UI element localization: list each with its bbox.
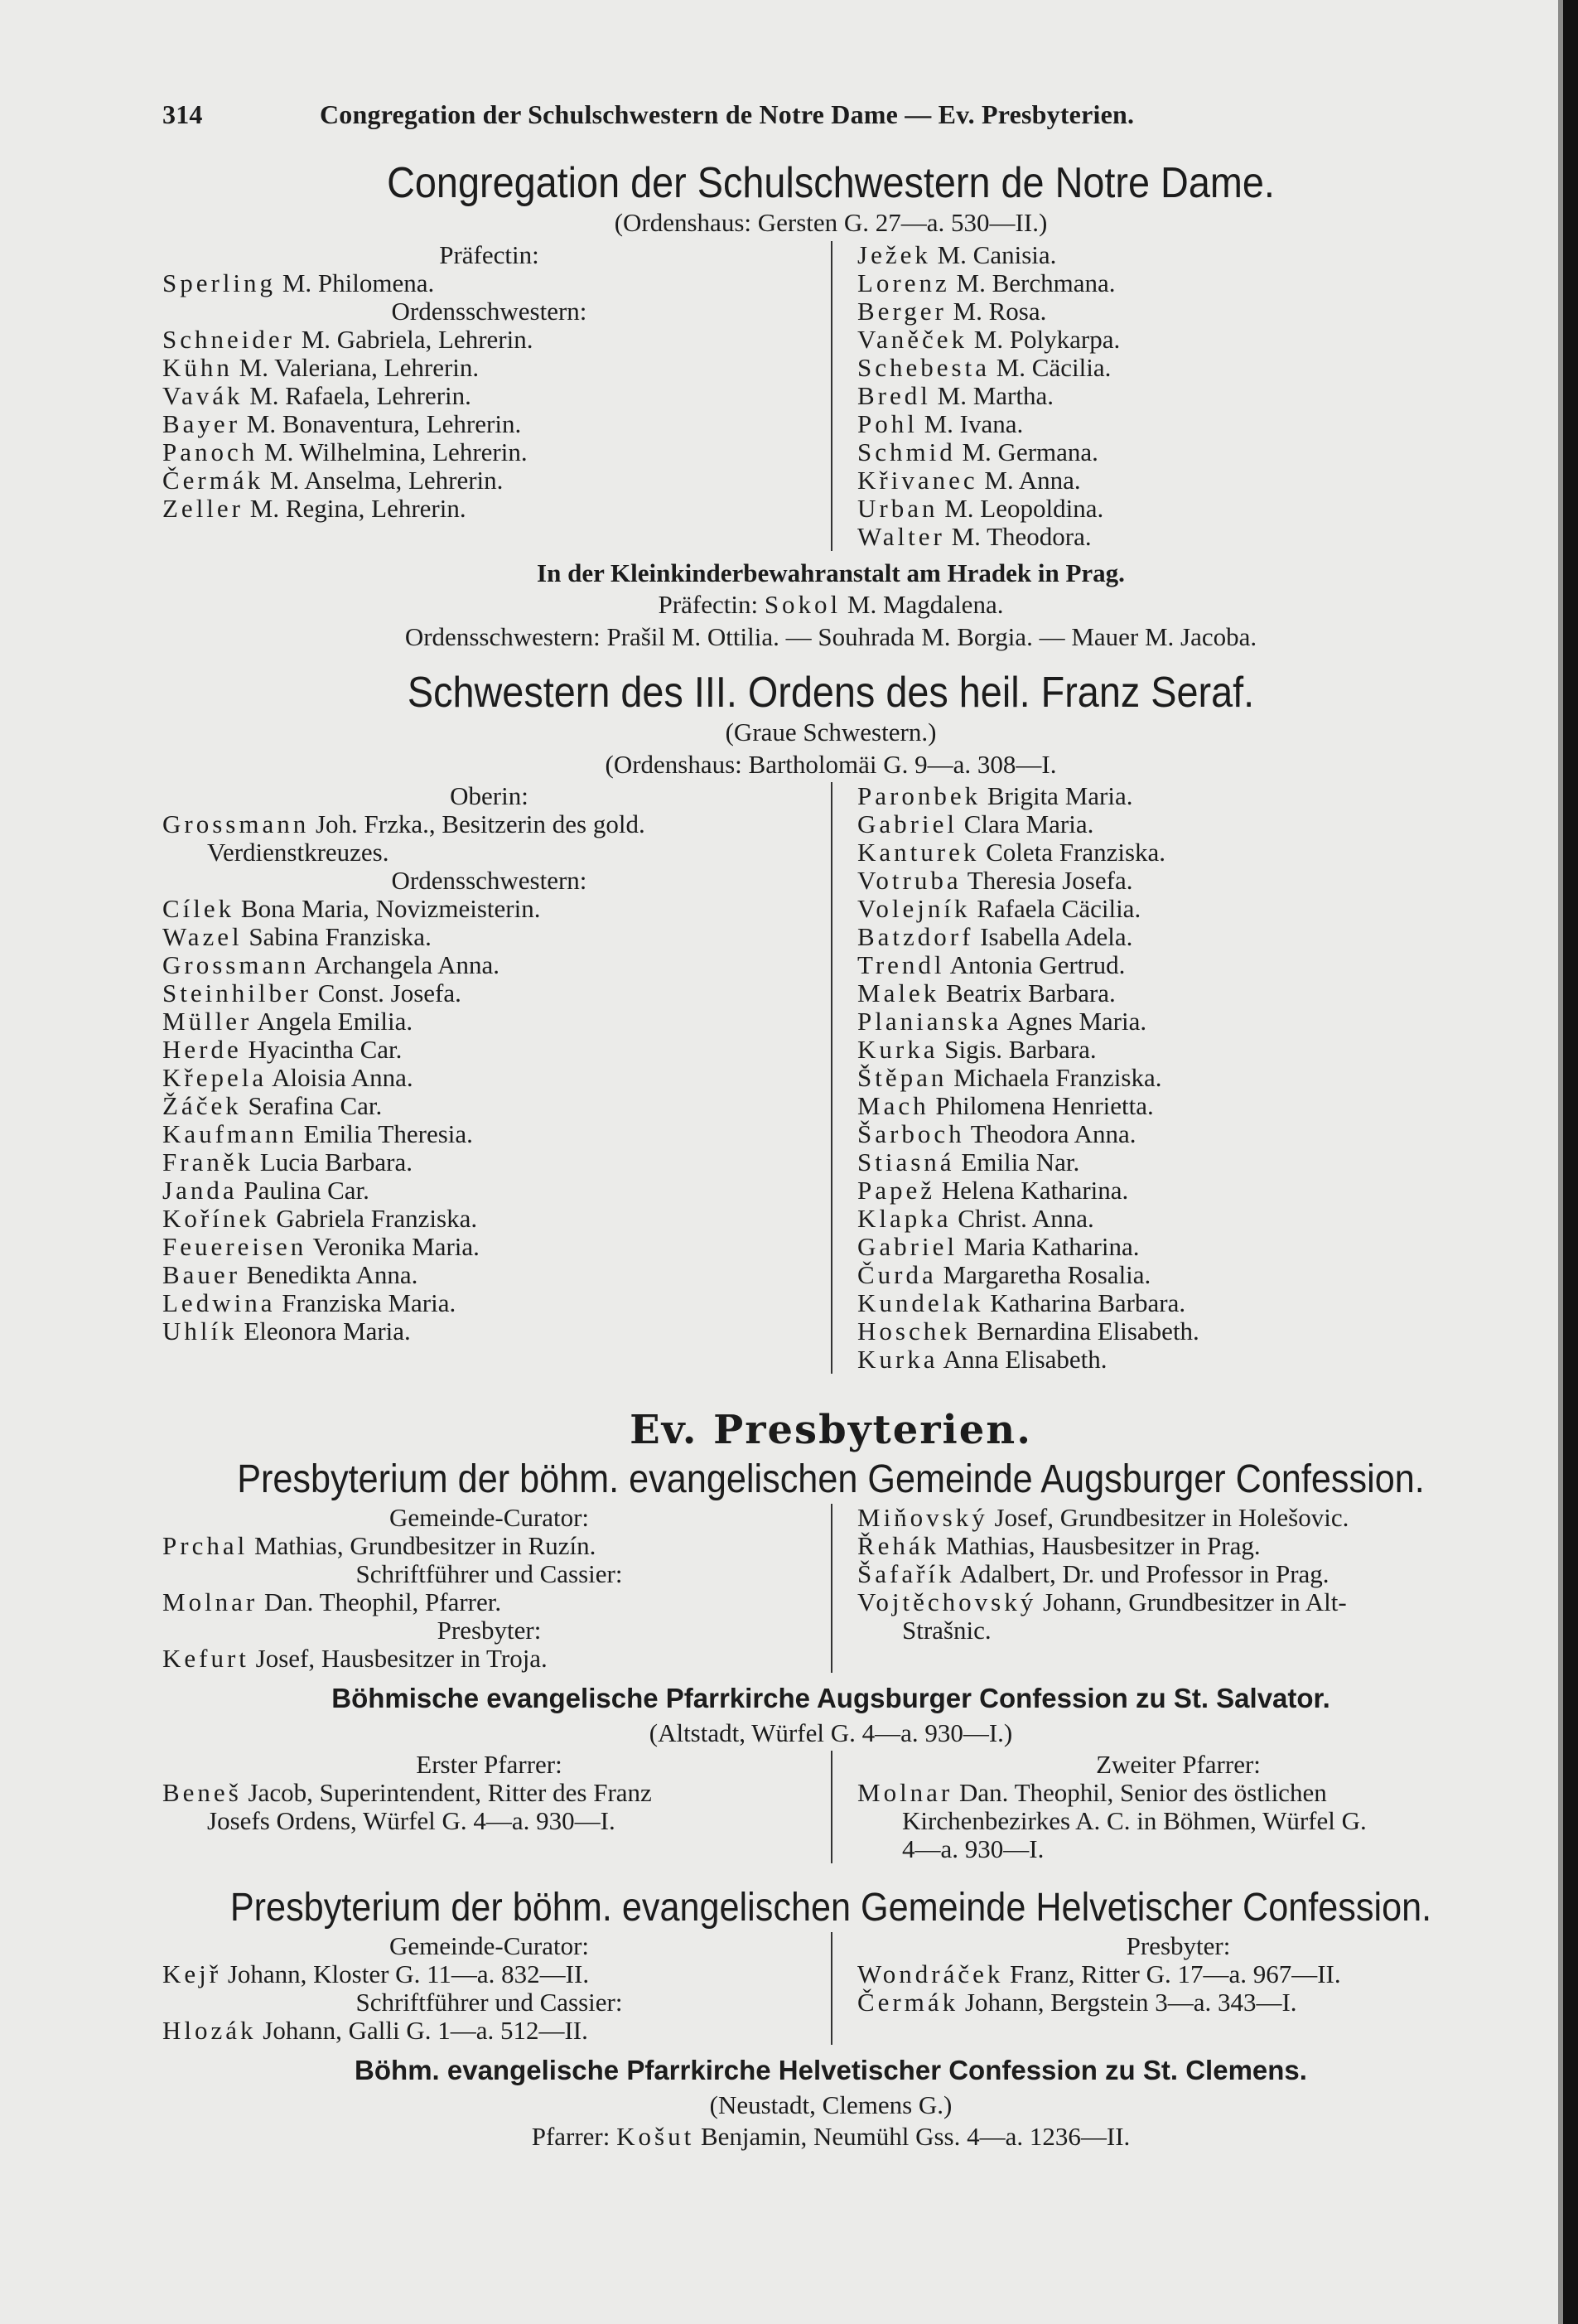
kindergarten-praefectin — [162, 589, 1499, 621]
member-name: Gabriel — [857, 1232, 958, 1261]
member-name: Papež — [857, 1176, 936, 1205]
list-entry — [162, 1532, 816, 1560]
member-detail: Dan. Theophil, Senior des östlichen — [953, 1778, 1327, 1808]
list-entry — [857, 1007, 1499, 1036]
scan-edge — [1563, 0, 1578, 2324]
member-detail: M. Magdalena. — [841, 590, 1004, 620]
member-detail: Benjamin, Neumühl Gss. 4—a. 1236—II. — [694, 2122, 1131, 2152]
member-name: Kořínek — [162, 1204, 270, 1233]
list-entry — [857, 1092, 1499, 1120]
role-label: Präfectin: — [658, 590, 765, 620]
member-detail: Margaretha Rosalia. — [936, 1260, 1151, 1289]
list-entry — [162, 466, 816, 495]
member-name: Schebesta — [857, 352, 990, 382]
member-name: Kurka — [857, 1035, 939, 1064]
list-entry — [857, 1205, 1499, 1233]
left-column — [162, 1751, 831, 1863]
member-detail: Rafaela Cäcilia. — [970, 894, 1141, 923]
member-detail: Lucia Barbara. — [253, 1148, 413, 1176]
member-detail: M. Leopoldina. — [938, 493, 1104, 523]
member-name: Prchal — [162, 1530, 249, 1560]
member-name: Pohl — [857, 408, 918, 438]
role-label: Pfarrer: — [531, 2122, 617, 2152]
list-entry — [162, 1148, 816, 1176]
entry-continuation: 4—a. 930—I. — [902, 1834, 1045, 1864]
member-detail: Veronika Maria. — [306, 1232, 480, 1261]
list-entry — [857, 1504, 1499, 1532]
entry-continuation: Strašnic. — [902, 1615, 992, 1645]
list-entry — [162, 1092, 816, 1120]
two-column-list — [162, 1504, 1499, 1673]
member-name: Čermák — [162, 465, 264, 495]
role-label: Ordensschwestern: — [391, 866, 587, 895]
member-name: Volejník — [857, 894, 971, 923]
role-label: Schriftführer und Cassier: — [355, 1988, 623, 2017]
member-name: Vojtěchovský — [857, 1587, 1037, 1616]
member-name: Paronbek — [857, 781, 982, 810]
list-entry — [162, 1779, 816, 1807]
member-name: Miňovský — [857, 1502, 988, 1532]
list-entry — [162, 326, 816, 354]
member-name: Řehák — [857, 1530, 940, 1560]
member-detail: Anna Elisabeth. — [938, 1345, 1107, 1374]
member-name: Žáček — [162, 1091, 242, 1120]
list-entry — [857, 1560, 1499, 1588]
member-detail: Coleta Franziska. — [979, 838, 1166, 867]
member-detail: Bernardina Elisabeth. — [970, 1317, 1199, 1346]
member-detail: Maria Katharina. — [957, 1232, 1140, 1261]
member-name: Walter — [857, 521, 945, 551]
member-name: Sperling — [162, 268, 277, 297]
member-name: Trendl — [857, 950, 945, 979]
section-title-ev-presbyterien: Ev. Presbyterien. — [630, 1407, 1032, 1453]
member-name: Planianska — [857, 1007, 1002, 1036]
member-detail: Johann, Bergstein 3—a. 343—I. — [958, 1988, 1297, 2017]
running-title: Congregation der Schulschwestern de Notre Dame — Ev. Presbyterien. — [320, 99, 1135, 129]
list-entry — [857, 438, 1499, 466]
member-detail: Mathias, Hausbesitzer in Prag. — [939, 1530, 1261, 1560]
member-name: Kanturek — [857, 838, 980, 867]
left-column — [162, 241, 831, 551]
member-name: Hoschek — [857, 1317, 971, 1346]
member-name: Uhlík — [162, 1317, 238, 1346]
member-detail: Antonia Gertrud. — [944, 950, 1126, 979]
member-detail: Eleonora Maria. — [237, 1317, 411, 1346]
member-detail: M. Regina, Lehrerin. — [244, 493, 466, 523]
member-detail: Johann, Galli G. 1—a. 512—II. — [256, 2016, 588, 2046]
member-detail: M. Germana. — [955, 437, 1098, 466]
list-entry — [857, 1289, 1499, 1317]
member-detail: Dan. Theophil, Pfarrer. — [258, 1587, 502, 1616]
member-name: Křivanec — [857, 465, 978, 495]
member-detail: Josef, Grundbesitzer in Holešovic. — [987, 1502, 1349, 1532]
member-detail: Christ. Anna. — [951, 1204, 1094, 1233]
list-entry — [857, 923, 1499, 951]
left-column — [162, 782, 831, 1374]
church-address: (Altstadt, Würfel G. 4—a. 930—I.) — [649, 1718, 1013, 1747]
member-name: Berger — [857, 296, 947, 326]
member-name: Sokol — [764, 590, 842, 620]
list-entry — [857, 523, 1499, 551]
section-subtitle: (Graue Schwestern.) — [725, 717, 937, 747]
page-number: 314 — [162, 99, 203, 129]
entry-continuation: Verdienstkreuzes. — [207, 838, 389, 867]
role-label: Oberin: — [450, 781, 528, 810]
member-name: Ledwina — [162, 1288, 276, 1317]
member-detail: Josef, Hausbesitzer in Troja. — [249, 1643, 548, 1673]
list-entry — [162, 382, 816, 410]
member-name: Bauer — [162, 1260, 241, 1289]
member-detail: Helena Katharina. — [935, 1176, 1129, 1205]
member-name: Franěk — [162, 1148, 254, 1176]
member-name: Křepela — [162, 1063, 268, 1092]
member-detail: Agnes Maria. — [1001, 1007, 1147, 1036]
entry-continuation: Kirchenbezirkes A. C. in Böhmen, Würfel G. — [902, 1806, 1367, 1836]
section-subtitle: (Ordenshaus: Gersten G. 27—a. 530—II.) — [614, 208, 1048, 238]
list-entry — [162, 1120, 816, 1148]
member-name: Košut — [616, 2122, 695, 2152]
member-detail: Michaela Franziska. — [947, 1063, 1162, 1092]
section-address: (Ordenshaus: Bartholomäi G. 9—a. 308—I. — [605, 749, 1057, 779]
member-name: Janda — [162, 1176, 238, 1205]
list-entry — [857, 1988, 1499, 2017]
member-detail: Joh. Frzka., Besitzerin des gold. — [309, 809, 645, 838]
member-name: Batzdorf — [857, 922, 974, 951]
list-entry — [857, 867, 1499, 895]
member-detail: Mathias, Grundbesitzer in Ruzín. — [248, 1530, 596, 1560]
role-label: Schriftführer und Cassier: — [355, 1558, 623, 1588]
member-name: Kefurt — [162, 1643, 249, 1673]
list-entry — [857, 951, 1499, 979]
list-entry — [857, 1317, 1499, 1346]
list-entry — [162, 1233, 816, 1261]
member-detail: Jacob, Superintendent, Ritter des Franz — [241, 1778, 652, 1808]
member-detail: Theresia Josefa. — [961, 866, 1133, 895]
member-detail: Katharina Barbara. — [983, 1288, 1186, 1317]
member-name: Bredl — [857, 380, 931, 410]
member-detail: Franz, Ritter G. 17—a. 967—II. — [1003, 1959, 1341, 1989]
member-detail: Adalbert, Dr. und Professor in Prag. — [954, 1558, 1329, 1588]
member-detail: M. Cäcilia. — [989, 352, 1112, 382]
list-entry — [162, 1317, 816, 1346]
member-detail: M. Anna. — [977, 465, 1081, 495]
list-entry — [162, 979, 816, 1007]
member-name: Ježek — [857, 239, 931, 269]
list-entry — [857, 979, 1499, 1007]
member-detail: Archangela Anna. — [309, 950, 500, 979]
member-name: Kühn — [162, 352, 233, 382]
member-detail: M. Rafaela, Lehrerin. — [243, 380, 471, 410]
list-entry — [857, 810, 1499, 838]
list-entry — [162, 495, 816, 523]
member-name: Herde — [162, 1035, 242, 1064]
list-entry — [162, 1064, 816, 1092]
right-column — [831, 1932, 1499, 2045]
member-detail: M. Ivana. — [917, 408, 1024, 438]
list-entry — [162, 1261, 816, 1289]
list-entry — [857, 354, 1499, 382]
member-detail: Aloisia Anna. — [267, 1063, 413, 1092]
role-label: Presbyter: — [1126, 1931, 1231, 1961]
list-entry — [162, 1036, 816, 1064]
right-column — [831, 782, 1499, 1374]
role-label: Erster Pfarrer: — [416, 1750, 562, 1780]
member-name: Vaněček — [857, 324, 968, 354]
presbyterium-augsburg-title: Presbyterium der böhm. evangelischen Gemeinde Augsburger Confession. — [237, 1457, 1425, 1501]
member-detail: Johann, Grundbesitzer in Alt- — [1036, 1587, 1347, 1616]
role-label: Zweiter Pfarrer: — [1096, 1750, 1261, 1780]
list-entry — [857, 1532, 1499, 1560]
church-pastor — [162, 2121, 1499, 2152]
entry-continuation: Josefs Ordens, Würfel G. 4—a. 930—I. — [207, 1806, 615, 1836]
list-entry — [162, 2017, 816, 2045]
member-name: Feuereisen — [162, 1232, 307, 1261]
member-name: Schneider — [162, 324, 295, 354]
member-detail: M. Bonaventura, Lehrerin. — [240, 408, 522, 438]
member-name: Klapka — [857, 1204, 952, 1233]
left-column — [162, 1932, 831, 2045]
list-entry — [162, 1960, 816, 1988]
member-name: Šarboch — [857, 1119, 965, 1148]
member-name: Grossmann — [162, 950, 310, 979]
member-detail: Isabella Adela. — [973, 922, 1133, 951]
list-entry — [857, 782, 1499, 810]
role-label: Presbyter: — [437, 1615, 542, 1645]
member-name: Kurka — [857, 1345, 939, 1374]
list-entry — [857, 1176, 1499, 1205]
list-entry — [857, 1233, 1499, 1261]
list-entry — [857, 895, 1499, 923]
member-detail: Emilia Nar. — [954, 1148, 1080, 1176]
member-name: Hlozák — [162, 2016, 257, 2046]
member-name: Gabriel — [857, 809, 958, 838]
member-detail: M. Philomena. — [276, 268, 435, 297]
kindergarten-heading: In der Kleinkinderbewahranstalt am Hradek in Prag. — [537, 558, 1125, 587]
list-entry — [162, 923, 816, 951]
list-entry — [857, 1120, 1499, 1148]
list-entry — [857, 1960, 1499, 1988]
member-name: Steinhilber — [162, 978, 312, 1007]
member-name: Schmid — [857, 437, 956, 466]
member-detail: Hyacintha Car. — [241, 1035, 403, 1064]
member-name: Čermák — [857, 1988, 959, 2017]
running-head — [162, 99, 1499, 130]
member-name: Lorenz — [857, 268, 950, 297]
member-detail: Franziska Maria. — [275, 1288, 456, 1317]
member-detail: Theodora Anna. — [964, 1119, 1136, 1148]
list-entry — [162, 438, 816, 466]
member-name: Wazel — [162, 922, 243, 951]
list-entry — [857, 1148, 1499, 1176]
two-column-list — [162, 782, 1499, 1374]
right-column — [831, 1751, 1499, 1863]
member-detail: Philomena Henrietta. — [929, 1091, 1154, 1120]
church-title-clemens: Böhm. evangelische Pfarrkirche Helvetischer Confession zu St. Clemens. — [355, 2055, 1307, 2086]
member-detail: Beatrix Barbara. — [939, 978, 1116, 1007]
kindergarten-sisters: Ordensschwestern: Prašil M. Ottilia. — Souhrada M. Borgia. — Mauer M. Jacoba. — [404, 621, 1257, 651]
list-entry — [857, 1036, 1499, 1064]
member-detail: Johann, Kloster G. 11—a. 832—II. — [221, 1959, 590, 1989]
section-title-franz-seraf: Schwestern des III. Ordens des heil. Franz Seraf. — [407, 668, 1255, 717]
list-entry — [857, 1588, 1499, 1616]
member-name: Urban — [857, 493, 939, 523]
list-entry — [857, 297, 1499, 326]
member-name: Zeller — [162, 493, 244, 523]
list-entry — [857, 410, 1499, 438]
member-detail: M. Berchmana. — [949, 268, 1116, 297]
member-detail: Emilia Theresia. — [297, 1119, 473, 1148]
list-entry — [857, 382, 1499, 410]
member-detail: Gabriela Franziska. — [269, 1204, 478, 1233]
role-label: Präfectin: — [439, 239, 539, 269]
list-entry — [857, 1261, 1499, 1289]
member-name: Kundelak — [857, 1288, 984, 1317]
list-entry — [162, 1645, 816, 1673]
list-entry — [857, 326, 1499, 354]
member-name: Mach — [857, 1091, 929, 1120]
member-detail: Clara Maria. — [957, 809, 1094, 838]
member-detail: Sigis. Barbara. — [938, 1035, 1097, 1064]
member-name: Vavák — [162, 380, 244, 410]
member-name: Bayer — [162, 408, 241, 438]
right-column — [831, 1504, 1499, 1673]
church-title-salvator: Böhmische evangelische Pfarrkirche Augsburger Confession zu St. Salvator. — [331, 1682, 1330, 1713]
role-label: Gemeinde-Curator: — [388, 1502, 590, 1532]
list-entry — [857, 241, 1499, 269]
member-name: Cílek — [162, 894, 235, 923]
two-column-list — [162, 1751, 1499, 1863]
member-detail: Sabina Franziska. — [242, 922, 432, 951]
member-name: Wondráček — [857, 1959, 1004, 1989]
list-entry — [857, 1346, 1499, 1374]
page — [162, 99, 1499, 2153]
list-entry — [162, 810, 816, 838]
member-name: Votruba — [857, 866, 962, 895]
member-name: Molnar — [162, 1587, 258, 1616]
member-detail: M. Theodora. — [944, 521, 1092, 551]
member-detail: Const. Josefa. — [311, 978, 461, 1007]
member-name: Beneš — [162, 1778, 242, 1808]
list-entry — [162, 1588, 816, 1616]
member-detail: M. Anselma, Lehrerin. — [263, 465, 504, 495]
member-detail: Paulina Car. — [237, 1176, 369, 1205]
list-entry — [857, 838, 1499, 867]
member-name: Panoch — [162, 437, 258, 466]
member-detail: M. Canisia. — [930, 239, 1057, 269]
member-detail: M. Martha. — [930, 380, 1054, 410]
member-detail: M. Polykarpa. — [968, 324, 1121, 354]
two-column-list — [162, 1932, 1499, 2045]
member-detail: M. Rosa. — [946, 296, 1047, 326]
member-name: Štěpan — [857, 1063, 948, 1092]
member-name: Molnar — [857, 1778, 953, 1808]
list-entry — [162, 1205, 816, 1233]
list-entry — [162, 895, 816, 923]
member-name: Čurda — [857, 1260, 937, 1289]
member-detail: Serafina Car. — [241, 1091, 383, 1120]
list-entry — [162, 1176, 816, 1205]
list-entry — [162, 951, 816, 979]
member-name: Kaufmann — [162, 1119, 297, 1148]
list-entry — [857, 495, 1499, 523]
member-name: Stiasná — [857, 1148, 955, 1176]
list-entry — [162, 1007, 816, 1036]
list-entry — [162, 354, 816, 382]
list-entry — [857, 466, 1499, 495]
section-title-notre-dame: Congregation der Schulschwestern de Notre Dame. — [387, 159, 1275, 207]
member-detail: Brigita Maria. — [981, 781, 1133, 810]
list-entry — [857, 1064, 1499, 1092]
member-name: Malek — [857, 978, 940, 1007]
church-address: (Neustadt, Clemens G.) — [709, 2090, 953, 2120]
two-column-list — [162, 241, 1499, 551]
list-entry — [162, 410, 816, 438]
member-name: Šafařík — [857, 1558, 955, 1588]
member-detail: M. Gabriela, Lehrerin. — [294, 324, 533, 354]
list-entry — [857, 269, 1499, 297]
member-name: Kejř — [162, 1959, 222, 1989]
left-column — [162, 1504, 831, 1673]
member-detail: Angela Emilia. — [252, 1007, 413, 1036]
presbyterium-helvetic-title: Presbyterium der böhm. evangelischen Gemeinde Helvetischer Confession. — [229, 1886, 1432, 1930]
member-detail: Benedikta Anna. — [240, 1260, 418, 1289]
list-entry — [162, 1289, 816, 1317]
right-column — [831, 241, 1499, 551]
member-detail: Bona Maria, Novizmeisterin. — [234, 894, 541, 923]
list-entry — [162, 269, 816, 297]
member-detail: M. Valeriana, Lehrerin. — [232, 352, 480, 382]
member-name: Grossmann — [162, 809, 310, 838]
role-label: Gemeinde-Curator: — [388, 1931, 590, 1961]
list-entry — [857, 1779, 1499, 1807]
member-name: Müller — [162, 1007, 253, 1036]
role-label: Ordensschwestern: — [391, 296, 587, 326]
member-detail: M. Wilhelmina, Lehrerin. — [258, 437, 528, 466]
